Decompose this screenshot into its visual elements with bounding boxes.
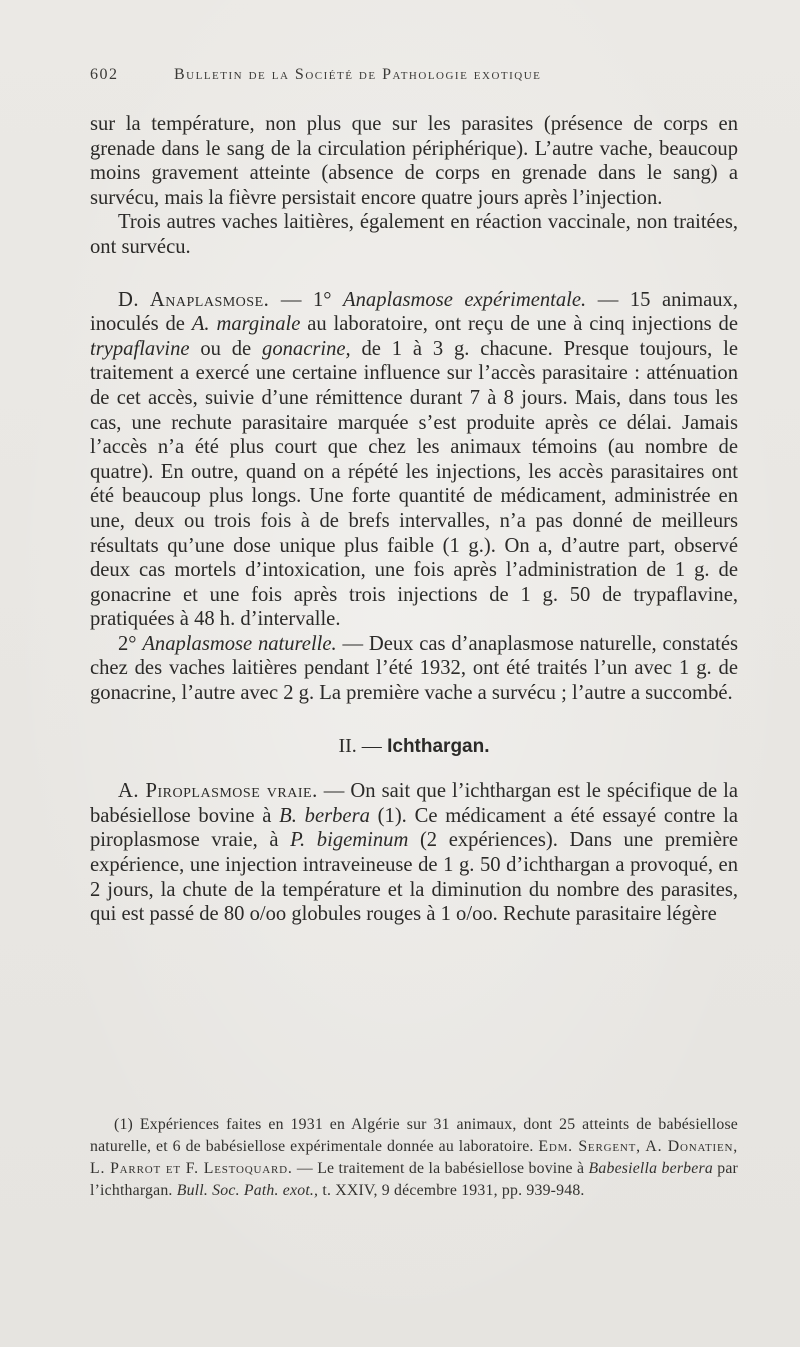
footnote-journal: Bull. Soc. Path. exot., (176, 1181, 319, 1199)
subheading-naturelle: Anaplasmose naturelle. (142, 632, 337, 655)
section-heading-ichthargan: II. — Ichthargan. (338, 734, 490, 757)
page-number: 602 (90, 66, 119, 83)
body-text (90, 112, 738, 927)
paragraph-piroplasmose-vraie: A. Piroplasmose vraie. — On sait que l’ichthargan est le spécifique de la babésiellose bovine à B. berbera (1). Ce médicament a été essayé contre la piroplasmose vraie, à P. bigeminum (2 expériences). Dans une première expérience, une injection intraveineuse de 1 g. 50 d’ichthargan a provoqué, en 2 jours, la chute de la température et la diminution du nombre des parasites, qui est passé de 80 o/oo globules rouges à 1 o/oo. Rechute parasitaire légère (90, 780, 738, 926)
paragraph-other-cows: Trois autres vaches laitières, également en réaction vaccinale, non traitées, ont survécu. (90, 211, 738, 258)
paragraph-continuation: sur la température, non plus que sur les parasites (présence de corps en grenade dans le sang de la circulation périphérique). L’autre vache, beaucoup moins gravement atteinte (absence de corps en grenade dans le sang) a survécu, mais la fièvre persistait encore quatre jours après l’injection. (90, 113, 738, 209)
section-label-anaplasmose: D. Anaplasmose. (118, 288, 270, 311)
section-label-piroplasmose: A. Piroplasmose vraie. (118, 780, 318, 803)
footnote-authors: Edm. Sergent, A. Donatien, L. Parrot et F. Lestoquard. (90, 1137, 738, 1177)
paragraph-anaplasmose-experimentale: D. Anaplasmose. — 1° Anaplasmose expérimentale. — 15 animaux, inoculés de A. marginale au laboratoire, ont reçu de une à cinq injections de trypaflavine ou de gonacrine, de 1 à 3 g. chacune. Presque toujours, le traitement a exercé une certaine influence sur l’accès parasitaire : atténuation de cet accès, suivie d’une rémittence durant 7 à 8 jours. Mais, dans tous les cas, une rechute parasitaire marquée s’est produite après ce délai. Jamais l’accès n’a été plus court que chez les animaux témoins (au nombre de quatre). En outre, quand on a répété les injections, les accès parasitaires ont été beaucoup plus longs. Une forte quantité de médicament, administrée en une, deux ou trois fois à de brefs intervalles, n’a pas donné de meilleurs résultats qu’une dose unique plus faible (1 g.). On a, d’autre part, observé deux cas mortels d’intoxication, une fois après l’administration de 1 g. de gonacrine et une fois après trois injections de 1 g. 50 de trypaflavine, pratiquées à 48 h. d’intervalle. (90, 288, 739, 631)
paragraph-anaplasmose-naturelle: 2° Anaplasmose naturelle. — Deux cas d’anaplasmose naturelle, constatés chez des vaches laitières pendant l’été 1932, ont été traités l’un avec 1 g. de gonacrine, l’autre avec 2 g. La première vache a survécu ; l’autre a succombé. (90, 632, 738, 705)
journal-title: Bulletin de la Société de Pathologie exotique (174, 66, 542, 83)
footnote: (1) Expériences faites en 1931 en Algérie sur 31 animaux, dont 25 atteints de babésiellose naturelle, et 6 de babésiellose expérimentale donnée au laboratoire. Edm. Sergent, A. Donatien, L. Parrot et F. Lestoquard. — Le traitement de la babésiellose bovine à Babesiella berbera par l’ichthargan. Bull. Soc. Path. exot., t. XXIV, 9 décembre 1931, pp. 939-948. (90, 1115, 739, 1199)
subheading-experimental: Anaplasmose expérimentale. (343, 288, 587, 311)
